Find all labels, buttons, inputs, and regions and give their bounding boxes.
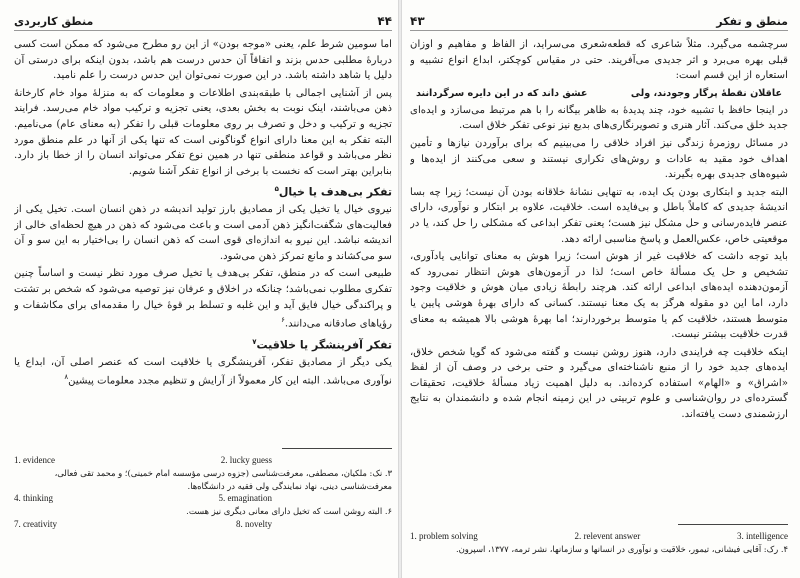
left-page-number: ۴۴ [377, 14, 392, 28]
left-running-head [14, 12, 392, 31]
left-paragraph-4 [14, 266, 392, 332]
left-body [14, 37, 392, 389]
right-page [410, 12, 788, 568]
right-paragraph-2: در اینجا حافظ با تشبیه خود، چند پدیدهٔ به ظاهر بیگانه را با هم مرتبط می‌سازد و ایده‌ای جدید خلق می‌کند. آثار هنری و تصویرنگاری‌های بدیع نیز نوعی تفکر خلاق است. [410, 104, 788, 132]
left-running-title: منطق کاربردی [14, 14, 94, 28]
footnote-6: ۶. البته روشن است که تخیل دارای معانی دیگری نیز هست. [186, 506, 392, 517]
right-page-number: ۴۳ [410, 14, 425, 28]
left-paragraph-4-ref: ۶ [281, 316, 285, 325]
footnote-novelty: 8. novelty [236, 518, 272, 529]
footnote-4-right: ۴. رک: آقایی فیشانی، تیمور، خلاقیت و نوآوری در انسانها و سازمانها، نشر ترمه، ۱۳۷۷، اسپرون. [455, 544, 788, 554]
right-body [410, 37, 788, 423]
left-footnote-row-2 [14, 492, 392, 505]
footnote-3: ۳. نک: ملکیان، مصطفی، معرفت‌شناسی (جزوه درسی مؤسسه امام خمینی)؛ و محمد تقی فعالی، معرفت‌شناسی دینی، نهاد نمایندگی ولی فقیه در دانشگاه‌ها. [54, 468, 392, 491]
right-paragraph-5: باید توجه داشت که خلاقیت غیر از هوش است؛ زیرا هوش به معنای توانایی یادآوری، تشخیص و حل یک مسألهٔ خاص است؛ لذا در آزمون‌های هوش انتظار نمی‌رود که آزمون‌دهنده ایده‌های ابداعی ارائه کند. هرچند رابطهٔ زیادی میان هوش و خلاقیت وجود دارد، اما این دو مقوله هرگز به یک معنا نیستند. کسانی که دارای بهرهٔ هوشی پایین یا متوسط هستند، خلاقیت کم یا متوسط برخوردارند؛ اما بهرهٔ هوشی بالا همیشه به معنای قدرت خلاقیت بیشتر نیست. [410, 251, 788, 341]
right-paragraph-6: اینکه خلاقیت چه فرایندی دارد، هنوز روشن نیست و گفته می‌شود که گویا شخص خلاق، ایده‌های جدید خود را از منبع ناشناخته‌ای می‌گیرد و حتی برخی در وصف آن از لفظ «اشراق» و «الهام» استفاده کرده‌اند. به دلیل اهمیت زیاد مسألهٔ خلاقیت، تحقیقات گسترده‌ای در روان‌شناسی و علوم تربیتی در این زمینه انجام شده و دانشمندان به نتایج ارزشمندی دست یافته‌اند. [410, 346, 788, 421]
verse-hemistich-1: عاقلان نقطهٔ پرگار وجودند، ولی [630, 87, 782, 99]
footnote-relevent-answer: 2. relevent answer [574, 531, 641, 541]
heading-creativity-text: تفکر آفرینشگر یا خلاقیت [256, 338, 392, 352]
right-footnotes [410, 530, 788, 556]
left-footnote-rule [282, 448, 392, 449]
right-paragraph-4: البته جدید و ابتکاری بودن یک ایده، به تنهایی نشانهٔ خلاقانه بودن آن نیست؛ زیرا چه بسا اندیشهٔ جدیدی که کاملاً باطل و بی‌فایده است. خلاقیت، علاوه بر ابتکار و نوآوری، دارای عنصر فایده‌رسانی و حل مشکل نیز هست؛ یعنی تفکر ابداعی که مشکلی را حل کند، یا در موقعیتی خاص، عکس‌العمل و پاسخ مناسبی ارائه دهد. [410, 186, 788, 245]
verse-hemistich-2: عشق داند که در این دایره سرگردانند [416, 87, 588, 99]
right-footnote-rule [678, 524, 788, 525]
footnote-evidence: 1. evidence [14, 455, 55, 465]
heading-creativity [14, 338, 392, 352]
heading-imagination [14, 185, 392, 199]
heading-creativity-ref: ۷ [252, 338, 257, 347]
right-paragraph-1: سرچشمه می‌گیرد. مثلاً شاعری که قطعه‌شعری می‌سراید، از الفاظ و مفاهیم و اوزان قبلی بهره می‌برد و اثر جدیدی می‌آفریند. حتی در مقیاس کوچکتر، ابداع انواع تشبیه و استعاره از این قسم است: [410, 39, 788, 82]
right-paragraph-3: در مسائل روزمرهٔ زندگی نیز افراد خلاقی را می‌بینیم که برای برآوردن نیازها و تأمین اهداف خود مقید به عادات و روش‌های تکراری نیستند و سعی می‌کنند از ایده‌ها و شیوه‌های جدیدی بهره بگیرند. [410, 137, 788, 181]
footnote-lucky-guess: 2. lucky guess [220, 455, 272, 465]
left-paragraph-1: اما سومین شرط علم، یعنی «موجه بودن» از این رو مطرح می‌شود که ممکن است کسی دربارهٔ مطلبی حدس بزند و اتفاقاً آن حدس درست هم باشد، بدون اینکه برای درستی آن دلیل یا شاهد داشته باشد. در این صورت نمی‌توان این حدس درست را علم نامید. [14, 39, 392, 82]
footnote-intelligence: 3. intelligence [737, 531, 788, 541]
left-footnote-row-3 [14, 518, 392, 531]
left-footnotes [14, 454, 392, 531]
left-paragraph-2: پس از آشنایی اجمالی با طبقه‌بندی اطلاعات و معلومات که به منزلهٔ مواد خام کارخانهٔ ذهن می‌باشند، اینک نوبت به بخش بعدی، یعنی تجزیه و ترکیب مواد خام می‌رسد. فرایند تجزیه و ترکیب و دخل و تصرف بر روی معلومات قبلی را تفکر (به معنای عام) می‌نامیم. البته تفکر به این معنا دارای انواع گوناگونی است که تنها یکی از آنها در علم منطق مورد نظر می‌باشد و قواعد منطقی تنها در همین نوع تفکر می‌تواند انسان را از خطا باز دارد. بنابراین بهتر است که نخست با برخی از انواع تفکر آشنا شویم. [14, 87, 392, 177]
left-page [14, 12, 392, 568]
right-running-title: منطق و تفکر [716, 14, 788, 28]
book-gutter [398, 0, 402, 578]
left-paragraph-3: نیروی خیال یا تخیل یکی از مصادیق بارز تولید اندیشه در ذهن انسان است. تخیل یکی از فعالیت‌های شگفت‌انگیز ذهن آدمی است و باعث می‌شود که ذهن در هیچ لحظه‌ای خالی از اندیشه نباشد. این نیرو به اندازه‌ای قوی است که ذهن انسان را بی‌اختیار به این سو و آن سو می‌کشاند و مانع تمرکز ذهن می‌شود. [14, 204, 392, 262]
heading-imagination-ref: ۵ [274, 185, 279, 194]
footnote-thinking: 4. thinking [14, 493, 54, 504]
left-paragraph-4-text: طبیعی است که در منطق، تفکر بی‌هدف یا تخیل صرف مورد نظر نیست و اساساً چنین تفکری مطلوب نمی‌باشد؛ چنانکه در اخلاق و عرفان نیز توصیه می‌شود که شخص بر تشتت و پراکندگی خیال فایق آید و این غلبه و تسلط بر قوهٔ خیال را مقدمه‌ای برای مکاشفات و رؤیاهای صادقانه می‌دانند. [14, 268, 392, 330]
left-footnote-row-1 [14, 454, 392, 467]
left-paragraph-5-ref: ۸ [64, 373, 69, 382]
right-footnote-row-1 [410, 530, 788, 543]
footnote-emagination: 5. emagination [218, 493, 272, 504]
hafez-verse [416, 88, 782, 99]
left-paragraph-5 [14, 355, 392, 390]
right-running-head [410, 12, 788, 31]
footnote-creativity: 7. creativity [14, 518, 57, 529]
heading-imagination-text: تفکر بی‌هدف یا خیال [278, 186, 392, 199]
left-paragraph-5-text: یکی دیگر از مصادیق تفکر، آفرینشگری یا خلاقیت است که عنصر اصلی آن، ابداع یا نوآوری می‌باشد. البته این کار معمولاً از آرایش و تنظیم مجدد معلومات پیشین [14, 356, 392, 387]
footnote-problem-solving: 1. problem solving [410, 531, 478, 541]
